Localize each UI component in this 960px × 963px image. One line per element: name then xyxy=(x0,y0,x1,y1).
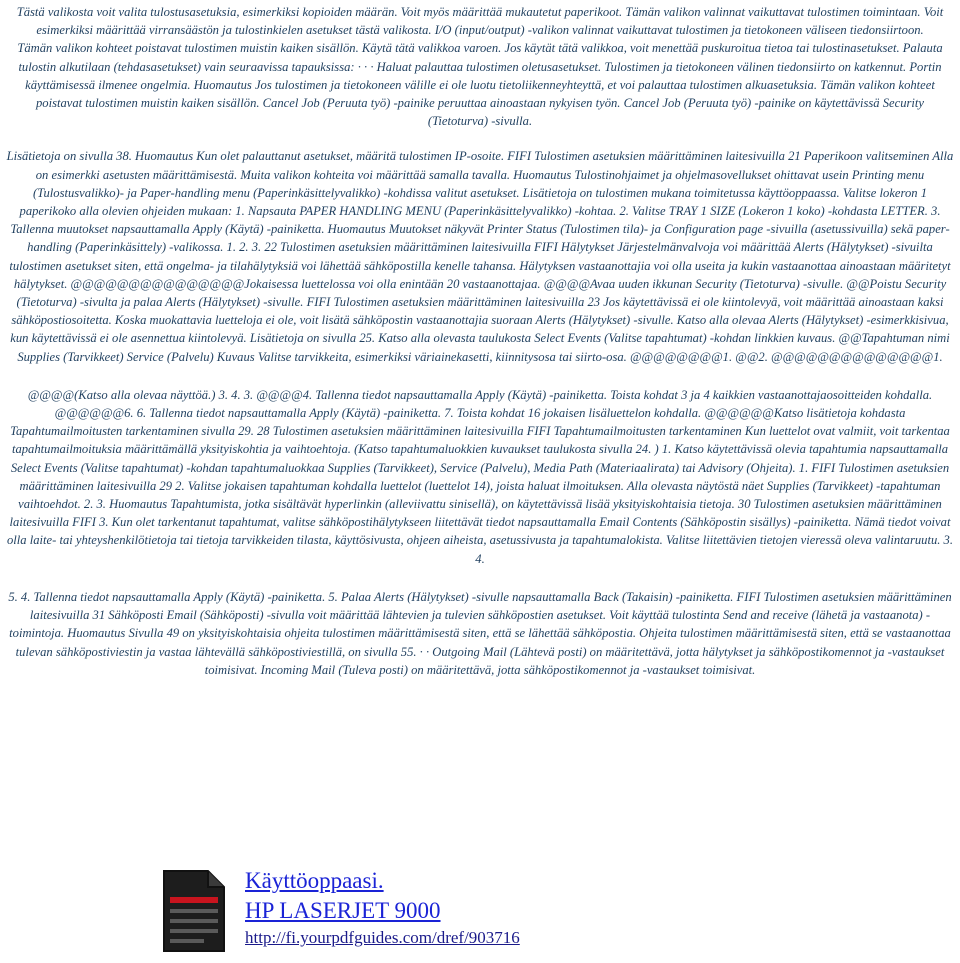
paragraph-gap xyxy=(6,130,954,147)
footer xyxy=(0,860,960,963)
paragraph-gap xyxy=(6,366,954,386)
paragraph-settings-intro: Tästä valikosta voit valita tulostusasetuksia, esimerkiksi kopioiden määrän. Voit myös määrittää mukautetut paperikoot. Tämän valikon valinnat vaikuttavat tulostimen toimintaan. Voit esimerkiksi määrittää virransäästön ja tulostinkielen asetukset tästä valikosta. I/O (input/output) -valikon valinnat vaikuttavat tulostimen ja tietokoneen väliseen tiedonsiirtoon. xyxy=(16,5,944,38)
source-url-link[interactable]: http://fi.yourpdfguides.com/dref/903716 xyxy=(245,928,520,947)
paragraph-gap xyxy=(6,568,954,588)
pdf-document-icon xyxy=(160,867,228,955)
paragraph-event-notifications: @@@@(Katso alla olevaa näyttöä.) 3. 4. 3. @@@@4. Tallenna tiedot napsauttamalla Apply (Käytä) -painiketta. Toista kohdat 3 ja 4 kaikkien vastaanottajaosoitteiden kohdalla. @@@@@@6. 6. Tallenna tiedot napsauttamalla Apply (Käytä) -painiketta. 7. Toista kohdat 16 jokaisen lisäluettelon kohdalla. @@@@@@Katso lisätietoja kohdasta Tapahtumailmoitusten tarkentaminen sivulla 29. 28 Tulostimen asetuksien määrittäminen laitesivuilla FIFI Tapahtumailmoitusten tarkentaminen Kun luettelot ovat valmiit, voit tarkentaa tapahtumailmoituksia määrittämällä yksityiskohtia ja vaihtoehtoja. (Katso tapahtumaluokkien kuvaukset taulukosta sivulla 24. ) 1. Katso käytettävissä olevia tapahtumia napsauttamalla Select Events (Valitse tapahtumat) -kohdan tapahtumaluokkaa Supplies (Tarvikkeet), Service (Palvelu), Media Path (Materiaalirata) tai Advisory (Ohjeita). 1. FIFI Tulostimen asetuksien määrittäminen laitesivuilla 29 2. Valitse jokaisen tapahtuman kohdalla luettelot (luettelot 14), joista haluat ilmoituksen. Alla olevasta näytöstä näet Supplies (Tarvikkeet) -tapahtuman vaihtoehdot. 2. 3. Huomautus Tapahtumista, jotka sisältävät hyperlinkin (alleviivattu sinisellä), on käytettävissä lisää yksityiskohtaisia tietoja. 30 Tulostimen asetuksien määrittäminen laitesivuilla FIFI 3. Kun olet tarkentanut tapahtumat, valitse sähköpostihälytykseen liitettävät tiedot napsauttamalla Email Contents (Sähköpostin sisällys) -painiketta. Nämä tiedot voivat olla laite- tai yhteyshenkilötietoja tai tietoja tarvikkeiden tilasta, käyttösivusta, ohjeen aiheista, asetussivusta ja tapahtumalokista. Valitse liitettävien tietojen vieressä oleva valintaruutu. 3. 4. xyxy=(7,387,953,566)
manual-title-link[interactable]: Käyttöoppaasi. xyxy=(245,868,384,893)
paragraph-reset-warning: Tämän valikon kohteet poistavat tulostimen muistin kaiken sisällön. Käytä tätä valikkoa varoen. Jos käytät tätä valikkoa, voit menettää puskuroitua tietoa tai tulostinasetukset. Palauta tulostin alkutilaan (tehdasasetukset) vain seuraavissa tapauksissa: · · · Haluat palauttaa tulostimen oletusasetukset. Tulostimen ja tietokoneen välinen tiedonsiirto on katkennut. Portin käyttämisessä ilmenee ongelmia. Huomautus Jos tulostimen ja tietokoneen välille ei ole luotu tietoliikenneyhteyttä, et voi palauttaa tulostimen alkuasetuksia. Tämän valikon kohteet poistavat tulostimen muistin kaiken sisällön. Cancel Job (Peruuta työ) -painike peruuttaa ainoastaan nykyisen työn. Cancel Job (Peruuta työ) -painike on käytettävissä Security (Tietoturva) -sivulla. xyxy=(17,41,943,129)
product-name-link[interactable]: HP LASERJET 9000 xyxy=(245,898,441,923)
paragraph-email-settings: 5. 4. Tallenna tiedot napsauttamalla Apply (Käytä) -painiketta. 5. Palaa Alerts (Hälytykset) -sivulle napsauttamalla Back (Takaisin) -painiketta. FIFI Tulostimen asetuksien määrittäminen laitesivuilla 31 Sähköposti Email (Sähköposti) -sivulla voit määrittää lähtevien ja tulevien sähköpostien asetukset. Voit käyttää tulostinta Send and receive (lähetä ja vastaanota) -toimintoja. Huomautus Sivulla 49 on yksityiskohtaisia ohjeita tulostimen määrittämisestä siten, että se lähettää sähköpostia. Ohjeita tulostimen määrittämisestä siten, että se vastaanottaa tulevan sähköpostiviestin ja vastaa lähtevällä sähköpostiviestillä, on sivulla 55. · · Outgoing Mail (Lähtevä posti) on määritettävä, jotta hälytykset ja sähköpostikomennot ja -vastaukset toimisivat. Incoming Mail (Tuleva posti) on määritettävä, jotta sähköpostikomennot ja -vastaukset toimisivat. xyxy=(8,589,952,677)
footer-links xyxy=(245,866,520,949)
paragraph-alerts-setup: Lisätietoja on sivulla 38. Huomautus Kun olet palauttanut asetukset, määritä tulostimen IP-osoite. FIFI Tulostimen asetuksien määrittäminen laitesivuilla 21 Paperikoon valitseminen Alla on esimerkki asetusten määrittämisestä. Muita valikon kohteita voi määrittää samalla tavalla. Huomautus Tulostinohjaimet ja ohjelmasovellukset ohittavat usein Printing menu (Tulostusvalikko)- ja Paper-handling menu (Paperinkäsittelyvalikko) -kohdissa valitut asetukset. Lisätietoja on tulostimen mukana toimitetussa käyttöoppaassa. Valitse lokeron 1 paperikoko alla olevien ohjeiden mukaan: 1. Napsauta PAPER HANDLING MENU (Paperinkäsittelyvalikko) -kohtaa. 2. Valitse TRAY 1 SIZE (Lokeron 1 koko) -kohdasta LETTER. 3. Tallenna muutokset napsauttamalla Apply (Käytä) -painiketta. Huomautus Muutokset näkyvät Printer Status (Tulostimen tila)- ja Configuration page -sivuilla (asetussivuilla) sekä paper-handling (Paperinkäsittely) -valikossa. 1. 2. 3. 22 Tulostimen asetuksien määrittäminen laitesivuilla FIFI Hälytykset Järjestelmänvalvoja voi määrittää Alerts (Hälytykset) -sivuilta tulostimen asetukset siten, että ongelma- ja tilahälytyksiä voi lähettää sähköpostilla kenelle tahansa. Hälytyksen vastaanottajia voi olla useita ja kukin vastaanottaa ainoastaan määritetyt hälytykset. @@@@@@@@@@@@@@@Jokaisessa luettelossa voi olla enintään 20 vastaanottajaa. @@@@Avaa uuden ikkunan Security (Tietoturva) -sivulle. @@Poistu Security (Tietoturva) -sivulta ja palaa Alerts (Hälytykset) -sivulle. FIFI Tulostimen asetuksien määrittäminen laitesivuilla 23 Jos käytettävissä ei ole kiintolevyä, voit määrittää ainoastaan kaksi sähköpostiosoitetta. Koska muokattavia luetteloja ei ole, voit lisätä sähköpostin vastaanottajia suoraan Alerts (Hälytykset) -sivulle. Katso alla olevaa Alerts (Hälytykset) -esimerkkisivua, kun käytettävissä ei ole asennettua kiintolevyä. Lisätietoja on sivulla 25. Katso alla olevasta taulukosta Select Events (Valitse tapahtumat) -kohdan linkkien kuvaus. @@Tapahtuman nimi Supplies (Tarvikkeet) Service (Palvelu) Kuvaus Valitse tarvikkeita, esimerkiksi väriainekasetti, kiinnitysosa tai siirto-osa. @@@@@@@@1. @@2. @@@@@@@@@@@@@@1. xyxy=(6,149,954,364)
